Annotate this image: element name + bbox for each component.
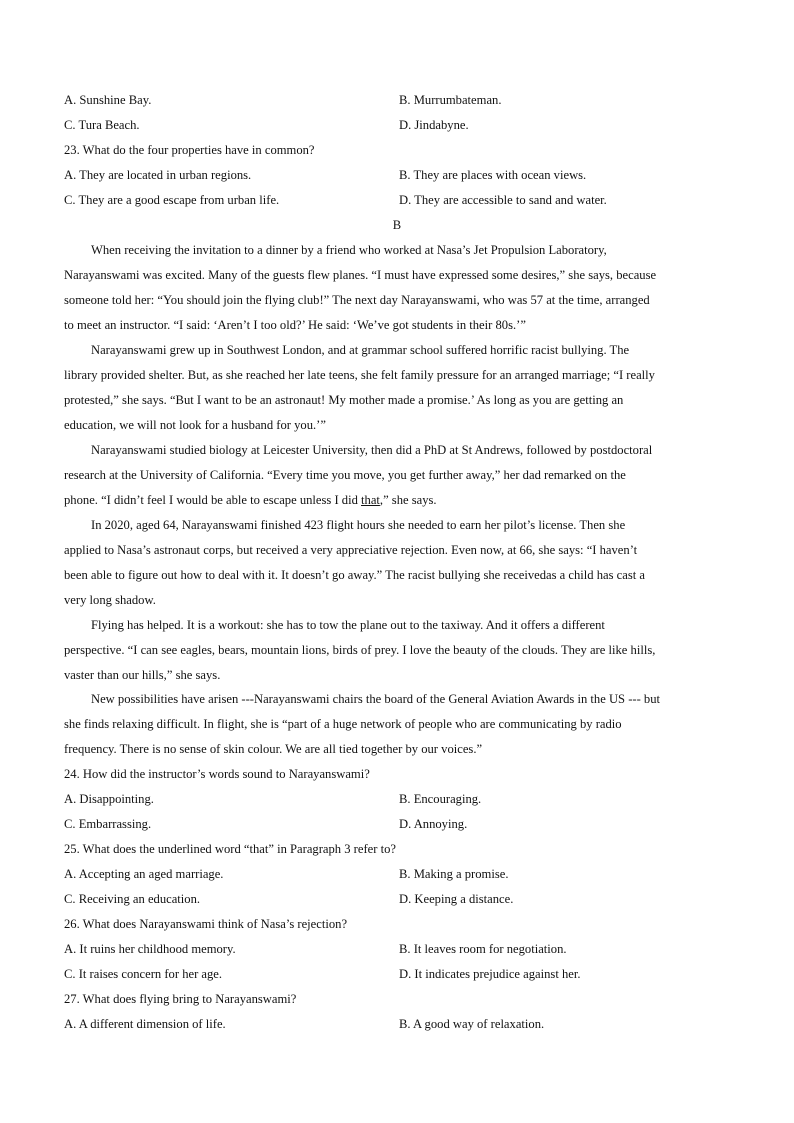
q27-question: 27. What does flying bring to Narayanswami? xyxy=(64,992,297,1006)
passage-line: been able to figure out how to deal with it. It doesn’t go away.” The racist bullying she receivedas a child has cast a xyxy=(64,568,645,582)
q26-option-c: C. It raises concern for her age. xyxy=(64,967,223,981)
section-label: B xyxy=(392,218,402,232)
passage-text: phone. “I didn’t feel I would be able to escape unless I did xyxy=(64,493,362,507)
q24-option-c: C. Embarrassing. xyxy=(64,817,152,831)
q24-option-d: D. Annoying. xyxy=(399,817,468,831)
passage-line: very long shadow. xyxy=(64,593,156,607)
q25-option-b: B. Making a promise. xyxy=(399,867,509,881)
passage-line: she finds relaxing difficult. In flight, she is “part of a huge network of people who are communicating by radio xyxy=(64,717,622,731)
passage-line: someone told her: “You should join the flying club!” The next day Narayanswami, who was 57 at the time, arranged xyxy=(64,293,650,307)
passage-line: Flying has helped. It is a workout: she has to tow the plane out to the taxiway. And it offers a different xyxy=(91,618,605,632)
q25-option-d: D. Keeping a distance. xyxy=(399,892,514,906)
q26-question: 26. What does Narayanswami think of Nasa’s rejection? xyxy=(64,917,348,931)
passage-line: Narayanswami was excited. Many of the guests flew planes. “I must have expressed some desires,” she says, because xyxy=(64,268,657,282)
passage-line: When receiving the invitation to a dinner by a friend who worked at Nasa’s Jet Propulsion Laboratory, xyxy=(91,243,607,257)
passage-line: research at the University of California. “Every time you move, you get further away,” her dad remarked on the xyxy=(64,468,626,482)
passage-line: Narayanswami studied biology at Leicester University, then did a PhD at St Andrews, followed by postdoctoral xyxy=(91,443,653,457)
q25-option-a: A. Accepting an aged marriage. xyxy=(64,867,224,881)
q25-question: 25. What does the underlined word “that” in Paragraph 3 refer to? xyxy=(64,842,396,856)
q26-option-a: A. It ruins her childhood memory. xyxy=(64,942,236,956)
q24-question: 24. How did the instructor’s words sound to Narayanswami? xyxy=(64,767,370,781)
passage-line: applied to Nasa’s astronaut corps, but received a very appreciative rejection. Even now, at 66, she says: “I haven’t xyxy=(64,543,638,557)
q26-option-b: B. It leaves room for negotiation. xyxy=(399,942,567,956)
passage-line: perspective. “I can see eagles, bears, mountain lions, birds of prey. I love the beauty of the clouds. They are like hills, xyxy=(64,643,656,657)
passage-line: education, we will not look for a husband for you.’” xyxy=(64,418,326,432)
passage-line: New possibilities have arisen ---Narayanswami chairs the board of the General Aviation Awards in the US --- but xyxy=(91,692,661,706)
q27-option-a: A. A different dimension of life. xyxy=(64,1017,226,1031)
passage-text: ,” she says. xyxy=(379,493,437,507)
q22-option-a: A. Sunshine Bay. xyxy=(64,93,152,107)
q25-option-c: C. Receiving an education. xyxy=(64,892,201,906)
q23-question: 23. What do the four properties have in common? xyxy=(64,143,315,157)
q22-option-d: D. Jindabyne. xyxy=(399,118,469,132)
q27-option-b: B. A good way of relaxation. xyxy=(399,1017,545,1031)
passage-line: In 2020, aged 64, Narayanswami finished 423 flight hours she needed to earn her pilot’s license. Then she xyxy=(91,518,626,532)
passage-line: frequency. There is no sense of skin colour. We are all tied together by our voices.” xyxy=(64,742,483,756)
passage-line: library provided shelter. But, as she reached her late teens, she felt family pressure for an arranged marriage; “I really xyxy=(64,368,655,382)
q26-option-d: D. It indicates prejudice against her. xyxy=(399,967,581,981)
q23-option-a: A. They are located in urban regions. xyxy=(64,168,252,182)
passage-line: to meet an instructor. “I said: ‘Aren’t I too old?’ He said: ‘We’ve got students in their 80s.’” xyxy=(64,318,526,332)
q23-option-b: B. They are places with ocean views. xyxy=(399,168,587,182)
passage-line: protested,” she says. “But I want to be an astronaut! My mother made a promise.’ As long as you are getting an xyxy=(64,393,624,407)
q22-option-b: B. Murrumbateman. xyxy=(399,93,502,107)
q22-option-c: C. Tura Beach. xyxy=(64,118,140,132)
underlined-word: that xyxy=(361,493,380,507)
q24-option-a: A. Disappointing. xyxy=(64,792,154,806)
passage-line: Narayanswami grew up in Southwest London, and at grammar school suffered horrific racist bullying. The xyxy=(91,343,630,357)
passage-line xyxy=(64,493,437,507)
q23-option-d: D. They are accessible to sand and water. xyxy=(399,193,607,207)
q23-option-c: C. They are a good escape from urban life. xyxy=(64,193,280,207)
q24-option-b: B. Encouraging. xyxy=(399,792,482,806)
passage-line: vaster than our hills,” she says. xyxy=(64,668,221,682)
